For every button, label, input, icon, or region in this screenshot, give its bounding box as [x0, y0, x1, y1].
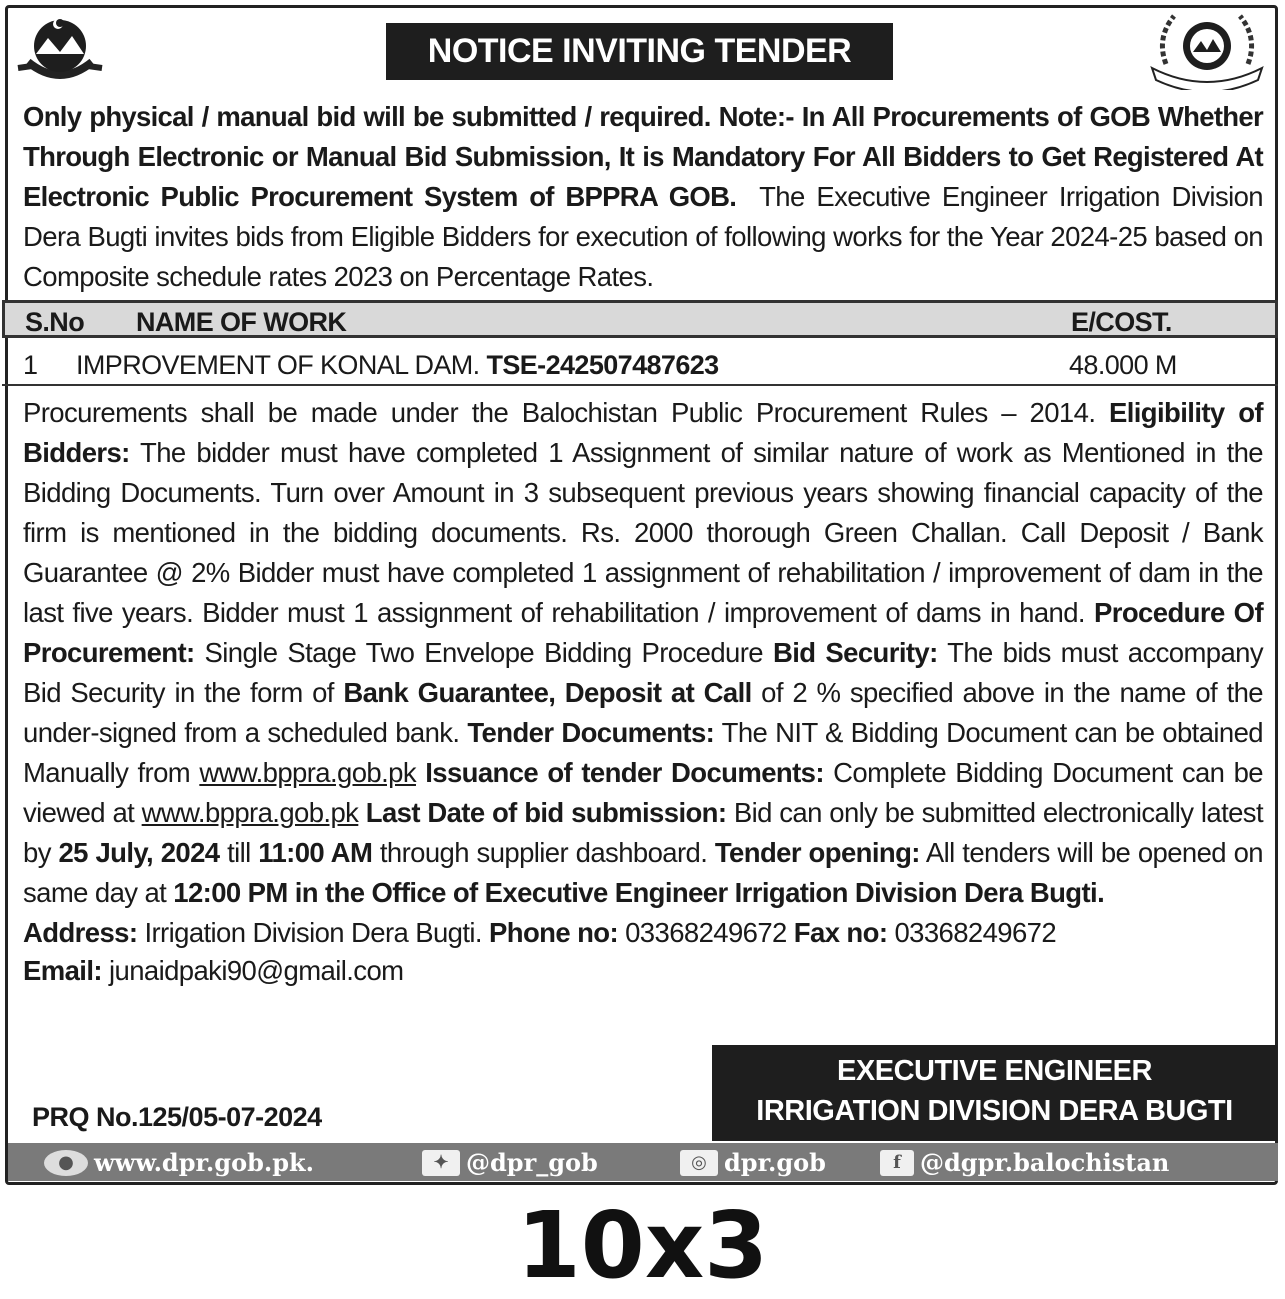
facebook-handle: @dgpr.balochistan [920, 1148, 1170, 1177]
opening-label: Tender opening: [714, 837, 920, 868]
phone-number: 03368249672 [625, 917, 787, 948]
security-bold: Bank Guarantee, Deposit at Call [343, 677, 752, 708]
twitter-handle: @dpr_gob [466, 1148, 598, 1177]
last-date: 25 July, 2024 [58, 837, 220, 868]
footer-twitter[interactable] [422, 1148, 598, 1177]
row-ref: TSE-242507487623 [486, 350, 719, 380]
docs-label: Tender Documents: [467, 717, 715, 748]
opening-text: All tenders will be opened on same day at [23, 837, 1263, 908]
email-address: junaidpaki90@gmail.com [108, 955, 404, 986]
last-date-label: Last Date of bid submission: [365, 797, 727, 828]
website-text: www.dpr.gob.pk. [94, 1148, 314, 1177]
last-date-text: Bid can only be submitted electronically latest by [23, 797, 1263, 868]
bppra-link-2[interactable]: www.bppra.gob.pk [141, 797, 359, 828]
opening-time-place: 12:00 PM in the Office of Executive Engineer Irrigation Division Dera Bugti. [173, 877, 1105, 908]
instagram-handle: dpr.gob [724, 1148, 826, 1177]
prq-number: PRQ No.125/05-07-2024 [32, 1102, 322, 1132]
footer-website[interactable] [44, 1148, 314, 1177]
procedure-label: Procedure Of Procurement: [23, 597, 1264, 668]
globe-icon: ● [44, 1150, 88, 1176]
docs-text: The NIT & Bidding Document can be obtained Manually from [23, 717, 1263, 788]
issuance-text: Complete Bidding Document can be viewed at [23, 757, 1263, 828]
security-text-2: of 2 % specified above in the name of the under-signed from a scheduled bank. [23, 677, 1263, 748]
contact-line [23, 913, 1263, 953]
intro-paragraph [23, 97, 1263, 297]
government-emblem-right [1146, 8, 1268, 90]
last-date-text-3: through supplier dashboard. [379, 837, 708, 868]
signatory-box [712, 1045, 1277, 1141]
issuance-label: Issuance of tender Documents: [425, 757, 824, 788]
eligibility-label: Eligibility of Bidders: [23, 397, 1263, 468]
security-text: The bids must accompany Bid Security in the form of [23, 637, 1264, 708]
fax-number: 03368249672 [894, 917, 1057, 948]
intro-text: The Executive Engineer Irrigation Division Dera Bugti invites bids from Eligible Bidders for execution of following works for the Year 2024-25 based on Composite schedule rates 2023 on Percentage Rates. [23, 181, 1263, 292]
footer-instagram[interactable] [680, 1148, 826, 1177]
security-label: Bid Security: [772, 637, 938, 668]
fax-label: Fax no: [793, 917, 888, 948]
bppra-link[interactable]: www.bppra.gob.pk [199, 757, 416, 788]
twitter-icon: ✦ [422, 1150, 460, 1176]
rules-text: Procurements shall be made under the Balochistan Public Procurement Rules – 2014. [23, 397, 1096, 428]
signatory-office: IRRIGATION DIVISION DERA BUGTI [756, 1095, 1233, 1127]
procedure-text: Single Stage Two Envelope Bidding Procedure [204, 637, 763, 668]
email-label: Email: [23, 955, 102, 986]
last-date-till: till [227, 837, 251, 868]
balochistan-emblem-left [14, 10, 106, 92]
address-text: Irrigation Division Dera Bugti. [144, 917, 482, 948]
notice-body [23, 393, 1263, 991]
header-sno: S.No [25, 307, 85, 337]
ad-size-label: 10x3 [516, 1192, 769, 1299]
body-paragraph [23, 393, 1263, 913]
facebook-icon: f [880, 1150, 914, 1176]
notice-title: NOTICE INVITING TENDER [386, 23, 893, 80]
header-e-cost: E/COST. [1071, 307, 1172, 337]
email-line [23, 951, 1263, 991]
table-row [2, 346, 1278, 386]
table-header [2, 300, 1278, 338]
eligibility-text: The bidder must have completed 1 Assignment of similar nature of work as Mentioned in the Bidding Documents. Turn over Amount in 3 subsequent previous years showing financial capacity of the firm is mentioned in the bidding documents. Rs. 2000 thorough Green Challan. Call Deposit / Bank Guarantee @ 2% Bidder must have completed 1 assignment of rehabilitation / improvement of dam in the last five years. Bidder must 1 assignment of rehabilitation / improvement of dams in hand. [23, 437, 1263, 628]
address-label: Address: [23, 917, 138, 948]
intro-note: Only physical / manual bid will be submitted / required. Note:- In All Procurements of GOB Whether Through Electronic or Manual Bid Submission, It is Mandatory For All Bidders to Get Registered At Electronic Public Procurement System of BPPRA GOB. [23, 101, 1263, 212]
row-sno: 1 [23, 350, 38, 380]
signatory-title: EXECUTIVE ENGINEER [837, 1055, 1152, 1087]
instagram-icon: ◎ [680, 1150, 718, 1176]
footer-facebook[interactable] [880, 1148, 1169, 1177]
phone-label: Phone no: [489, 917, 619, 948]
row-work-name: IMPROVEMENT OF KONAL DAM. [76, 350, 480, 380]
row-name [76, 350, 719, 381]
header-name-of-work: NAME OF WORK [136, 307, 347, 337]
footer-bar [8, 1143, 1278, 1181]
row-cost: 48.000 M [1069, 350, 1177, 380]
last-time: 11:00 AM [258, 837, 373, 868]
